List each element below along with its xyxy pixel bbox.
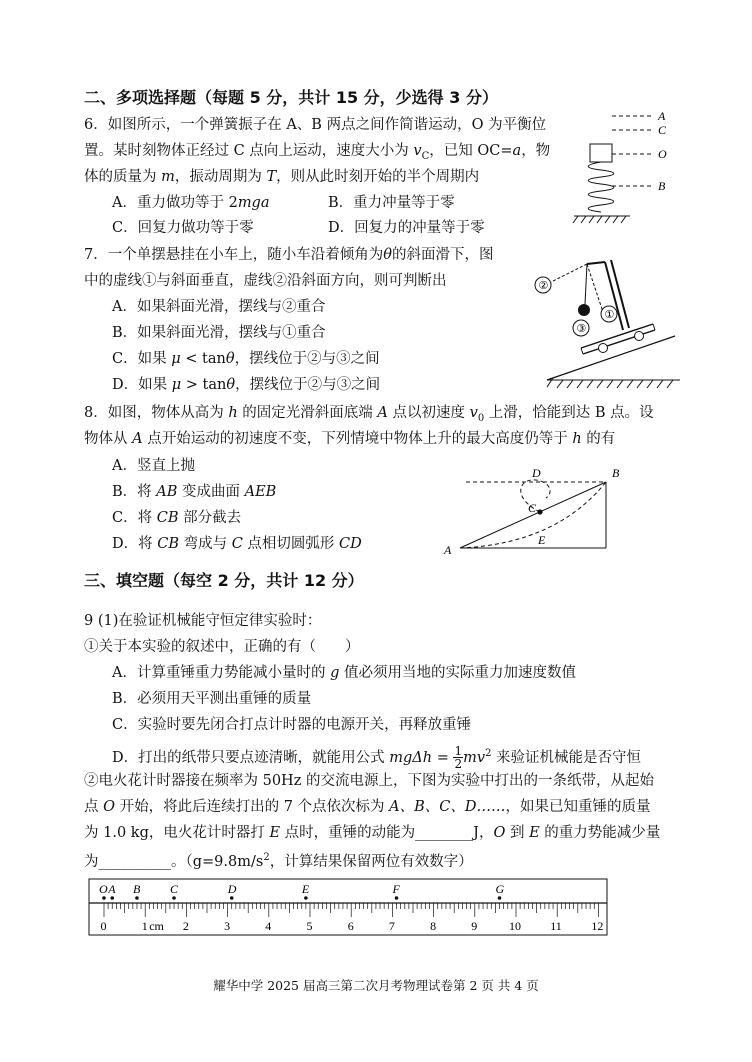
tape-point-label: A xyxy=(108,882,116,896)
tape-dot xyxy=(304,896,308,900)
tape-point-label: D xyxy=(227,882,237,896)
q9-part2-line2: 点 O 开始，将此后连续打出的 7 个点依次标为 A、B、C、D……，如果已知重锤的质量 xyxy=(84,799,651,815)
tape-dot xyxy=(395,896,399,900)
ruler-unit-label: cm xyxy=(149,919,164,933)
ruler-number: 11 xyxy=(550,919,562,933)
q9-option-d[interactable]: D．打出的纸带只要点迹清晰，就能用公式 mgΔh = $\frac{1}{2}$ $mv^2$ 来验证机械能是否守恒 xyxy=(112,744,642,772)
section-3-heading: 三、填空题（每空 2 分，共计 12 分） xyxy=(84,571,364,590)
q7-fig-label-1: ① xyxy=(604,309,615,321)
q8-fig-label-b: B xyxy=(612,466,620,480)
q8-stem-line1: 8．如图，物体从高为 h 的固定光滑斜面底端 A 点以初速度 $v_0$ 上滑，恰能到达 B 点。设 xyxy=(84,405,654,424)
q8-option-b[interactable]: B．将 AB 变成曲面 AEB xyxy=(112,484,277,500)
q6-option-d[interactable]: D．回复力的冲量等于零 xyxy=(328,220,485,236)
q9-option-c[interactable]: C．实验时要先闭合打点计时器的电源开关，再释放重锤 xyxy=(112,717,472,733)
q6-stem-line1: 6．如图所示，一个弹簧振子在 A、B 两点之间作简谐运动，O 为平衡位 xyxy=(84,117,547,133)
q6-fig-label-a: A xyxy=(658,109,666,123)
q7-pendulum-cart-figure xyxy=(525,242,685,392)
ruler-number: 4 xyxy=(265,919,272,933)
q6-fig-label-b: B xyxy=(658,179,666,193)
q7-stem-line1: 7．一个单摆悬挂在小车上，随小车沿着倾角为θ的斜面滑下，图 xyxy=(84,247,494,263)
q9-line1: 9 (1)在验证机械能守恒定律实验时： xyxy=(84,613,322,629)
q8-fig-label-e: E xyxy=(538,533,546,547)
ruler-number: 7 xyxy=(388,919,395,933)
q6-option-a[interactable]: A．重力做功等于 2mga xyxy=(112,195,270,211)
page-footer: 耀华中学 2025 届高三第二次月考物理试卷第 2 页 共 4 页 xyxy=(213,978,539,993)
q9-paper-tape-ruler xyxy=(86,876,616,942)
tape-point-label: F xyxy=(392,882,400,896)
q9-part2-line4: 为__________。（$g=9.8m/s^2$，计算结果保留两位有效数字） xyxy=(84,852,473,870)
ruler-number: 6 xyxy=(347,919,354,933)
q7-pendulum-bob xyxy=(578,304,590,316)
tape-point-label: E xyxy=(301,882,310,896)
tape-dot xyxy=(172,896,176,900)
q8-incline-figure xyxy=(436,460,636,560)
ruler-number: 8 xyxy=(430,919,437,933)
ruler-number: 10 xyxy=(509,919,521,933)
q7-fig-label-3: ③ xyxy=(576,323,587,335)
q8-fig-label-a: A xyxy=(444,543,452,557)
q7-stem-line2: 中的虚线①与斜面垂直，虚线②沿斜面方向，则可判断出 xyxy=(84,273,447,289)
section-2-heading: 二、多项选择题（每题 5 分，共计 15 分，少选得 3 分） xyxy=(84,88,498,107)
q9-part2-line3: 为 1.0 kg，电火花计时器打 E 点时，重锤的动能为________J，O 到 E 的重力势能减少量 xyxy=(84,825,661,841)
q6-stem-line3: 体的质量为 m，振动周期为 T，则从此时刻开始的半个周期内 xyxy=(84,169,480,185)
q7-fig-label-2: ② xyxy=(538,280,549,292)
q8-stem-line2: 物体从 A 点开始运动的初速度不变，下列情境中物体上升的最大高度仍等于 h 的有 xyxy=(84,431,616,447)
q7-option-a[interactable]: A．如果斜面光滑，摆线与②重合 xyxy=(112,299,326,315)
q9-option-b[interactable]: B．必须用天平测出重锤的质量 xyxy=(112,691,312,707)
ruler-number: 1 xyxy=(141,919,148,933)
q6-option-c[interactable]: C．回复力做功等于零 xyxy=(112,220,254,236)
ruler-number: 2 xyxy=(182,919,189,933)
q8-fig-label-d: D xyxy=(532,466,541,480)
q8-option-d[interactable]: D．将 CB 弯成与 C 点相切圆弧形 CD xyxy=(112,536,362,552)
q8-option-c[interactable]: C．将 CB 部分截去 xyxy=(112,510,242,526)
tape-dot xyxy=(498,896,502,900)
q8-fig-label-c: C xyxy=(528,501,537,515)
q6-stem-line2: 置。某时刻物体正经过 C 点向上运动，速度大小为 $v_C$，已知 OC=a，物 xyxy=(84,143,551,162)
tape-point-label: B xyxy=(132,882,141,896)
q6-option-b[interactable]: B．重力冲量等于零 xyxy=(328,195,455,211)
q7-option-c[interactable]: C．如果 μ < tanθ，摆线位于②与③之间 xyxy=(112,351,380,367)
tape-point-label: O xyxy=(99,882,108,896)
ruler-number: 0 xyxy=(100,919,107,933)
q9-line2: ①关于本实验的叙述中，正确的有（ ） xyxy=(84,639,360,655)
ruler-number: 3 xyxy=(224,919,231,933)
tape-dot xyxy=(102,896,106,900)
q6-fig-label-o: O xyxy=(658,147,667,161)
q7-option-d[interactable]: D．如果 μ > tanθ，摆线位于②与③之间 xyxy=(112,377,381,393)
ruler-number: 5 xyxy=(306,919,313,933)
tape-point-label: G xyxy=(495,882,505,896)
q6-fig-label-c: C xyxy=(658,123,667,137)
tape-dot xyxy=(135,896,139,900)
tape-point-label: C xyxy=(170,882,179,896)
ruler-number: 12 xyxy=(591,919,604,933)
q9-option-a[interactable]: A．计算重锤重力势能减小量时的 g 值必须用当地的实际重力加速度数值 xyxy=(112,665,576,681)
q6-spring-oscillator-figure xyxy=(570,104,680,230)
tape-dot xyxy=(110,896,114,900)
q8-point-c xyxy=(537,509,542,514)
q7-option-b[interactable]: B．如果斜面光滑，摆线与①重合 xyxy=(112,325,326,341)
tape-dot xyxy=(230,896,234,900)
ruler-number: 9 xyxy=(471,919,478,933)
q9-part2-line1: ②电火花计时器接在频率为 50Hz 的交流电源上，下图为实验中打出的一条纸带，从起始 xyxy=(84,773,654,789)
q8-option-a[interactable]: A．竖直上抛 xyxy=(112,458,195,474)
